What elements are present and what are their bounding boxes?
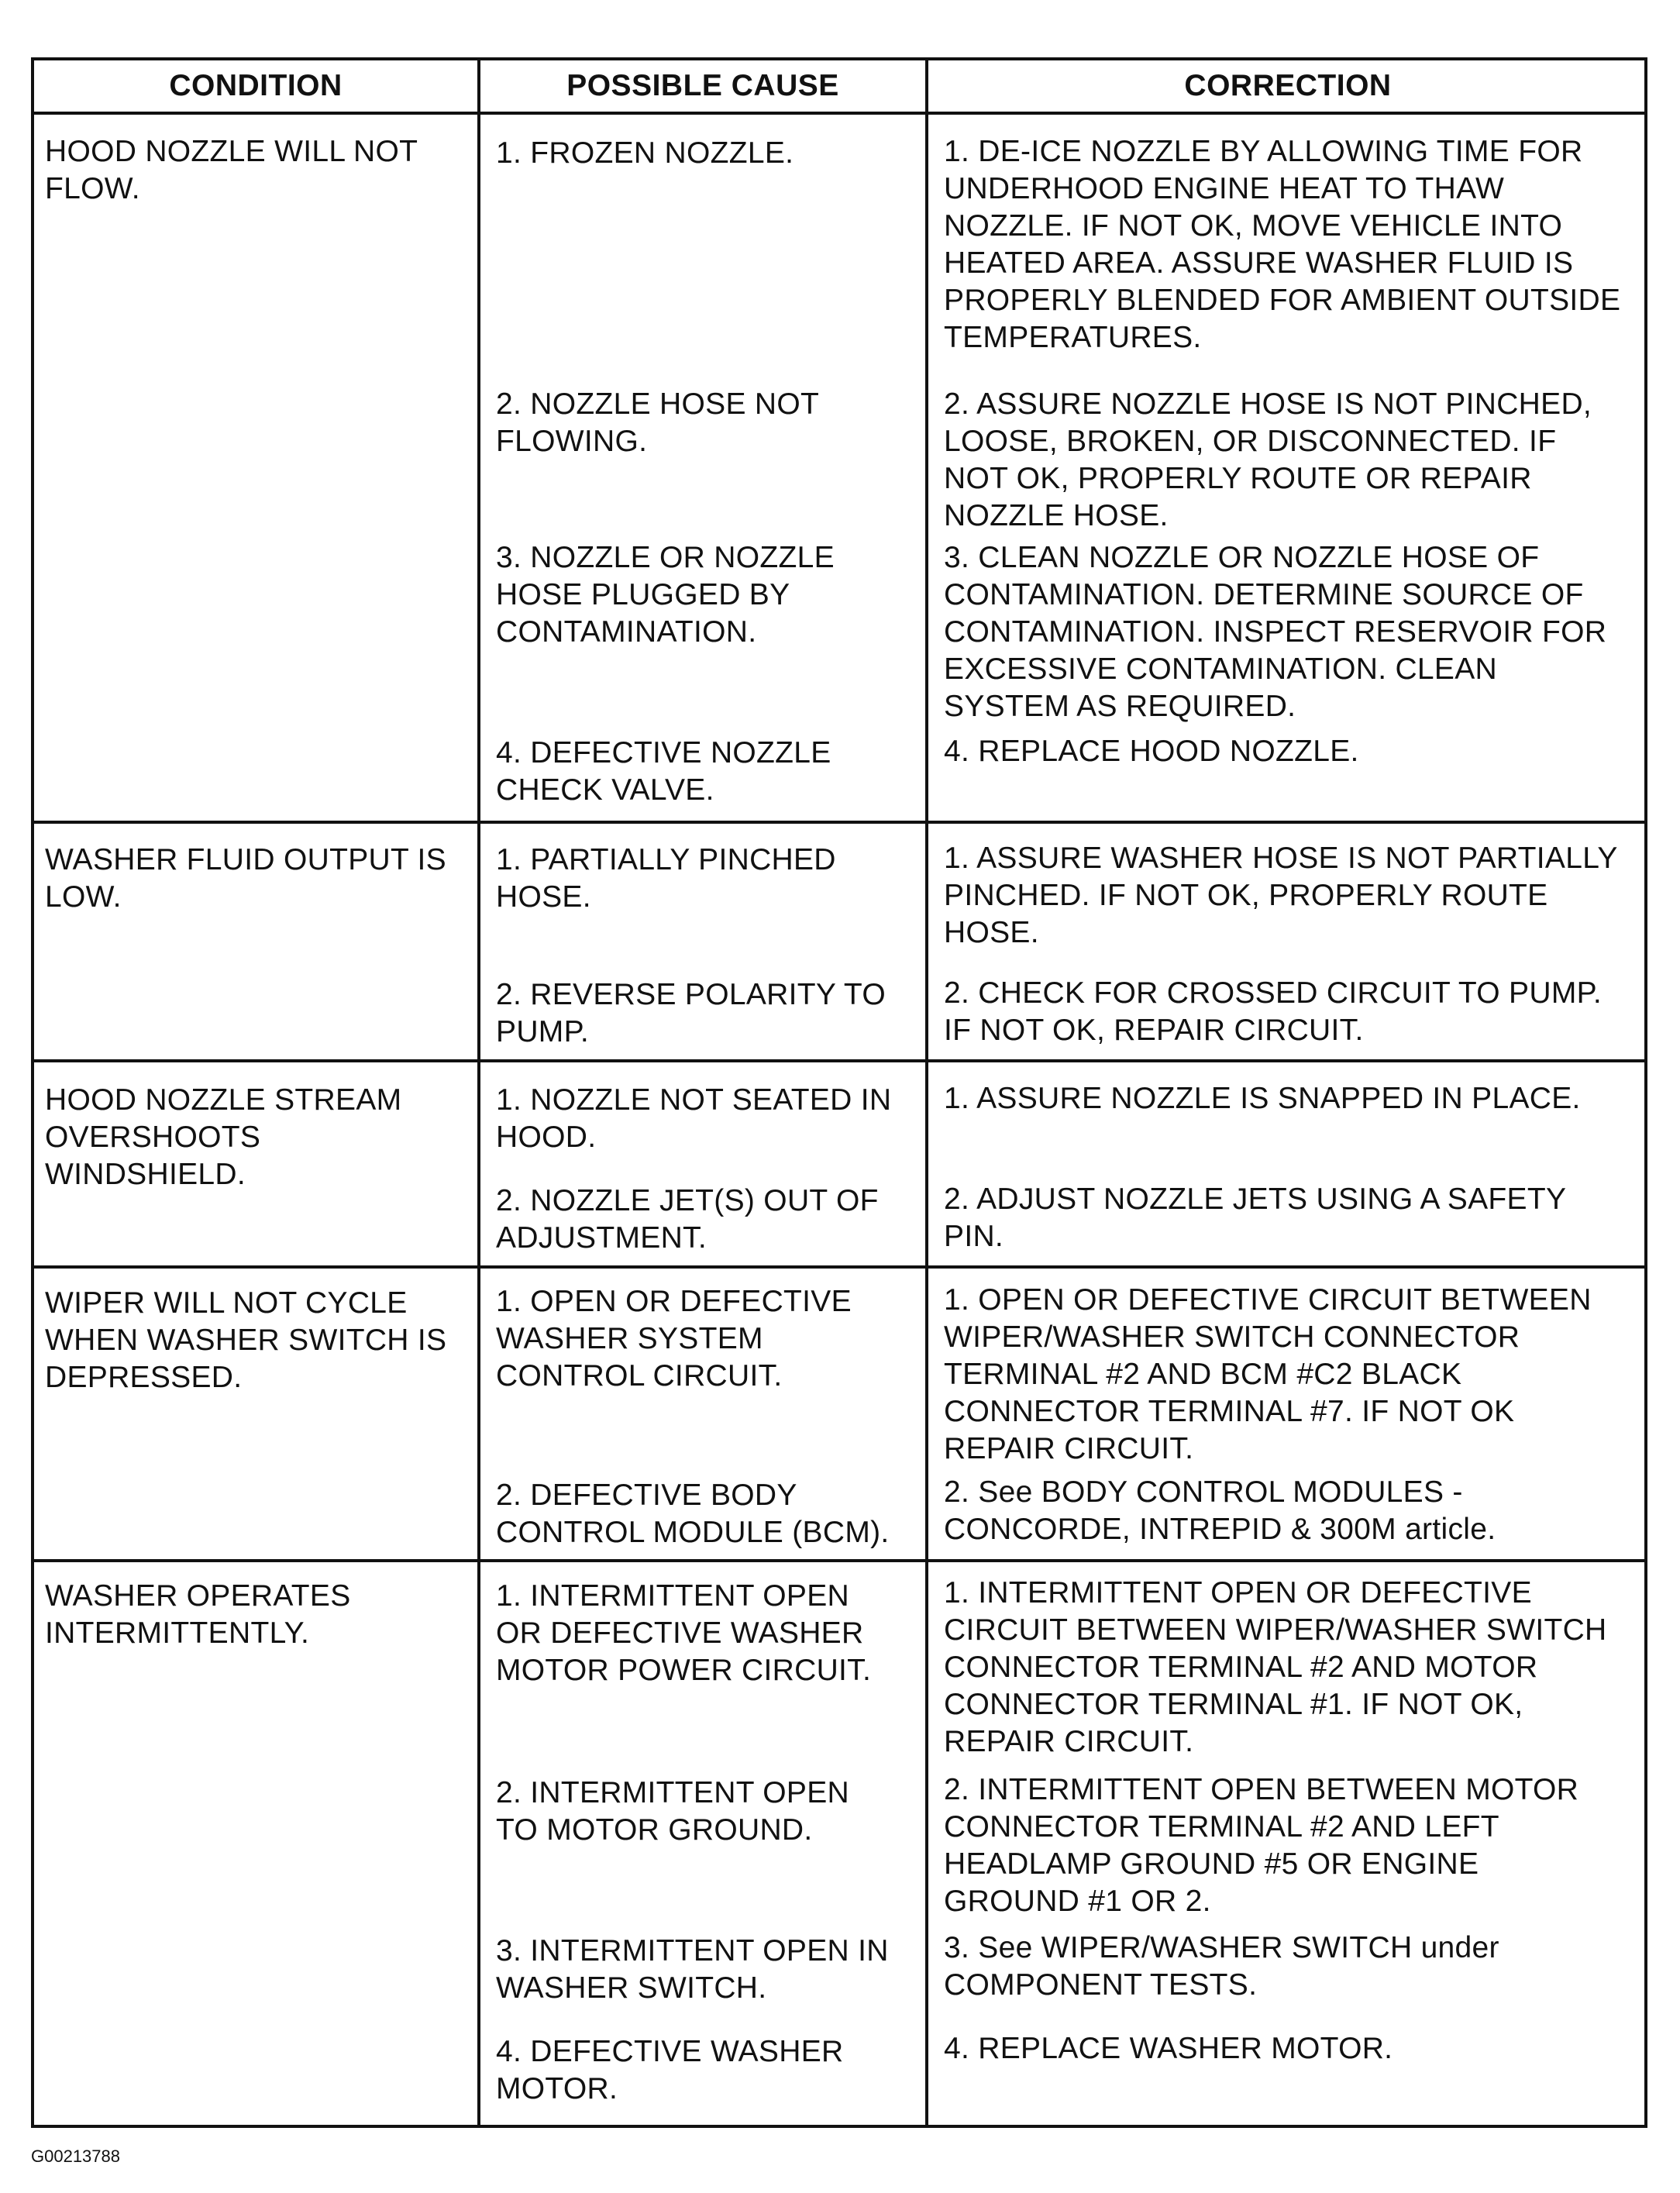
- correction-cell: 2. CHECK FOR CROSSED CIRCUIT TO PUMP. IF NOT OK, REPAIR CIRCUIT.: [944, 976, 1603, 1047]
- cause-cell: 2. DEFECTIVE BODY CONTROL MODULE (BCM).: [496, 1479, 890, 1549]
- row-divider: [34, 1059, 1644, 1062]
- column-divider-1: [477, 60, 480, 2125]
- cause-cell: 1. NOZZLE NOT SEATED IN HOOD.: [496, 1083, 892, 1154]
- correction-cell: 1. ASSURE NOZZLE IS SNAPPED IN PLACE.: [944, 1082, 1581, 1115]
- correction-cell: 1. DE-ICE NOZZLE BY ALLOWING TIME FOR UNDERHOOD ENGINE HEAT TO THAW NOZZLE. IF NOT OK, MOVE VEHICLE INTO HEATED AREA. ASSURE WASHER FLUID IS PROPERLY BLENDED FOR AMBIENT OUTSIDE TEMPERATURES.: [944, 135, 1621, 354]
- header-possible-cause: POSSIBLE CAUSE: [566, 69, 839, 102]
- correction-cell: 4. REPLACE WASHER MOTOR.: [944, 2032, 1393, 2065]
- condition-cell: WASHER OPERATES INTERMITTENTLY.: [45, 1579, 351, 1650]
- correction-cell: 2. ASSURE NOZZLE HOSE IS NOT PINCHED, LOOSE, BROKEN, OR DISCONNECTED. IF NOT OK, PROPERLY ROUTE OR REPAIR NOZZLE HOSE.: [944, 387, 1592, 532]
- row-divider: [34, 1265, 1644, 1269]
- correction-cell: 2. ADJUST NOZZLE JETS USING A SAFETY PIN.: [944, 1183, 1567, 1253]
- header-correction: CORRECTION: [1184, 69, 1392, 102]
- correction-cell: 1. ASSURE WASHER HOSE IS NOT PARTIALLY PINCHED. IF NOT OK, PROPERLY ROUTE HOSE.: [944, 842, 1618, 949]
- cause-cell: 4. DEFECTIVE NOZZLE CHECK VALVE.: [496, 736, 831, 807]
- condition-cell: HOOD NOZZLE STREAM OVERSHOOTS WINDSHIELD.: [45, 1083, 402, 1191]
- cause-cell: 1. INTERMITTENT OPEN OR DEFECTIVE WASHER MOTOR POWER CIRCUIT.: [496, 1579, 872, 1687]
- correction-cell: 2. See BODY CONTROL MODULES - CONCORDE, INTREPID & 300M article.: [944, 1475, 1496, 1546]
- column-divider-2: [925, 60, 928, 2125]
- cause-cell: 1. OPEN OR DEFECTIVE WASHER SYSTEM CONTROL CIRCUIT.: [496, 1285, 852, 1393]
- figure-id: G00213788: [31, 2147, 120, 2166]
- cause-cell: 1. FROZEN NOZZLE.: [496, 136, 794, 170]
- header-condition: CONDITION: [169, 69, 343, 102]
- correction-cell: 2. INTERMITTENT OPEN BETWEEN MOTOR CONNECTOR TERMINAL #2 AND LEFT HEADLAMP GROUND #5 OR ENGINE GROUND #1 OR 2.: [944, 1773, 1579, 1918]
- correction-cell: 1. OPEN OR DEFECTIVE CIRCUIT BETWEEN WIPER/WASHER SWITCH CONNECTOR TERMINAL #2 AND BCM #C2 BLACK CONNECTOR TERMINAL #7. IF NOT OK REPAIR CIRCUIT.: [944, 1283, 1592, 1465]
- row-divider: [34, 821, 1644, 824]
- cause-cell: 3. INTERMITTENT OPEN IN WASHER SWITCH.: [496, 1934, 889, 2005]
- troubleshooting-table: [31, 57, 1647, 2128]
- cause-cell: 3. NOZZLE OR NOZZLE HOSE PLUGGED BY CONTAMINATION.: [496, 541, 835, 649]
- condition-cell: WIPER WILL NOT CYCLE WHEN WASHER SWITCH IS DEPRESSED.: [45, 1286, 447, 1394]
- cause-cell: 4. DEFECTIVE WASHER MOTOR.: [496, 2035, 844, 2105]
- cause-cell: 2. NOZZLE HOSE NOT FLOWING.: [496, 387, 820, 458]
- header-divider: [34, 112, 1644, 115]
- condition-cell: HOOD NOZZLE WILL NOT FLOW.: [45, 135, 418, 205]
- cause-cell: 2. INTERMITTENT OPEN TO MOTOR GROUND.: [496, 1776, 849, 1847]
- row-divider: [34, 1559, 1644, 1562]
- correction-cell: 3. CLEAN NOZZLE OR NOZZLE HOSE OF CONTAMINATION. DETERMINE SOURCE OF CONTAMINATION. INSPECT RESERVOIR FOR EXCESSIVE CONTAMINATION. CLEAN SYSTEM AS REQUIRED.: [944, 541, 1607, 723]
- condition-cell: WASHER FLUID OUTPUT IS LOW.: [45, 843, 446, 914]
- cause-cell: 2. REVERSE POLARITY TO PUMP.: [496, 978, 886, 1048]
- correction-cell: 1. INTERMITTENT OPEN OR DEFECTIVE CIRCUIT BETWEEN WIPER/WASHER SWITCH CONNECTOR TERMINAL #2 AND MOTOR CONNECTOR TERMINAL #1. IF NOT OK, REPAIR CIRCUIT.: [944, 1576, 1607, 1758]
- correction-cell: 3. See WIPER/WASHER SWITCH under COMPONENT TESTS.: [944, 1931, 1499, 2002]
- cause-cell: 1. PARTIALLY PINCHED HOSE.: [496, 843, 836, 914]
- correction-cell: 4. REPLACE HOOD NOZZLE.: [944, 735, 1359, 768]
- cause-cell: 2. NOZZLE JET(S) OUT OF ADJUSTMENT.: [496, 1184, 879, 1255]
